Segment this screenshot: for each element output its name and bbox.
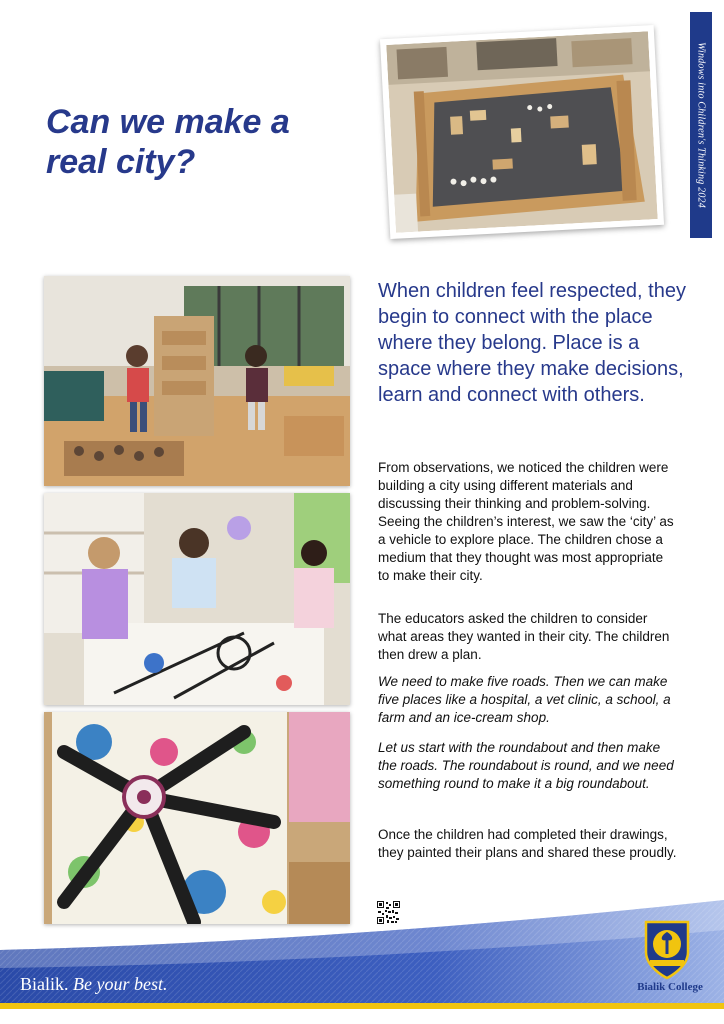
college-crest-logo — [642, 918, 692, 980]
block-city-illustration — [386, 31, 657, 232]
photo-block-city-overview — [380, 25, 664, 239]
brand-name: Bialik. — [20, 974, 69, 994]
photo-children-drawing-plan — [44, 493, 350, 705]
side-tab-text: Windows into Children's Thinking 2024 — [695, 42, 707, 208]
side-tab — [690, 12, 712, 238]
children-drawing-illustration — [44, 493, 350, 705]
painted-plan-illustration — [44, 712, 350, 924]
photo-children-building-blocks — [44, 276, 350, 486]
quote-five-roads: We need to make five roads. Then we can make five places like a hospital, a vet clinic, a school, a farm and an ice-cream shop. — [378, 674, 671, 725]
quote-roundabout: Let us start with the roundabout and then make the roads. The roundabout is round, and we need something round to make it a big roundabout. — [378, 740, 674, 791]
paragraph-educators: The educators asked the children to consider what areas they wanted in their city. The children then drew a plan. — [378, 611, 670, 662]
brand-tagline: Be your best. — [73, 974, 168, 994]
footer-brand — [20, 974, 167, 995]
college-name: Bialik College — [637, 981, 703, 993]
footer-gold-line — [0, 1003, 724, 1009]
photo-painted-city-plan — [44, 712, 350, 924]
paragraph-observations: From observations, we noticed the children were building a city using different materials and discussing their thinking and problem-solving. Seeing the children’s interest, we saw the ‘city’ as a vehicle to explore place. The children chose a medium that they thought was most appropriate to make their city. — [378, 460, 674, 583]
lead-statement: When children feel respected, they begin to connect with the place where they belong. Place is a space where they make decisions, learn and connect with others. — [378, 280, 686, 406]
paragraph-conclusion: Once the children had completed their drawings, they painted their plans and shared these proudly. — [378, 827, 677, 860]
page-title: Can we make a real city? — [46, 103, 290, 181]
children-building-illustration — [44, 276, 350, 486]
